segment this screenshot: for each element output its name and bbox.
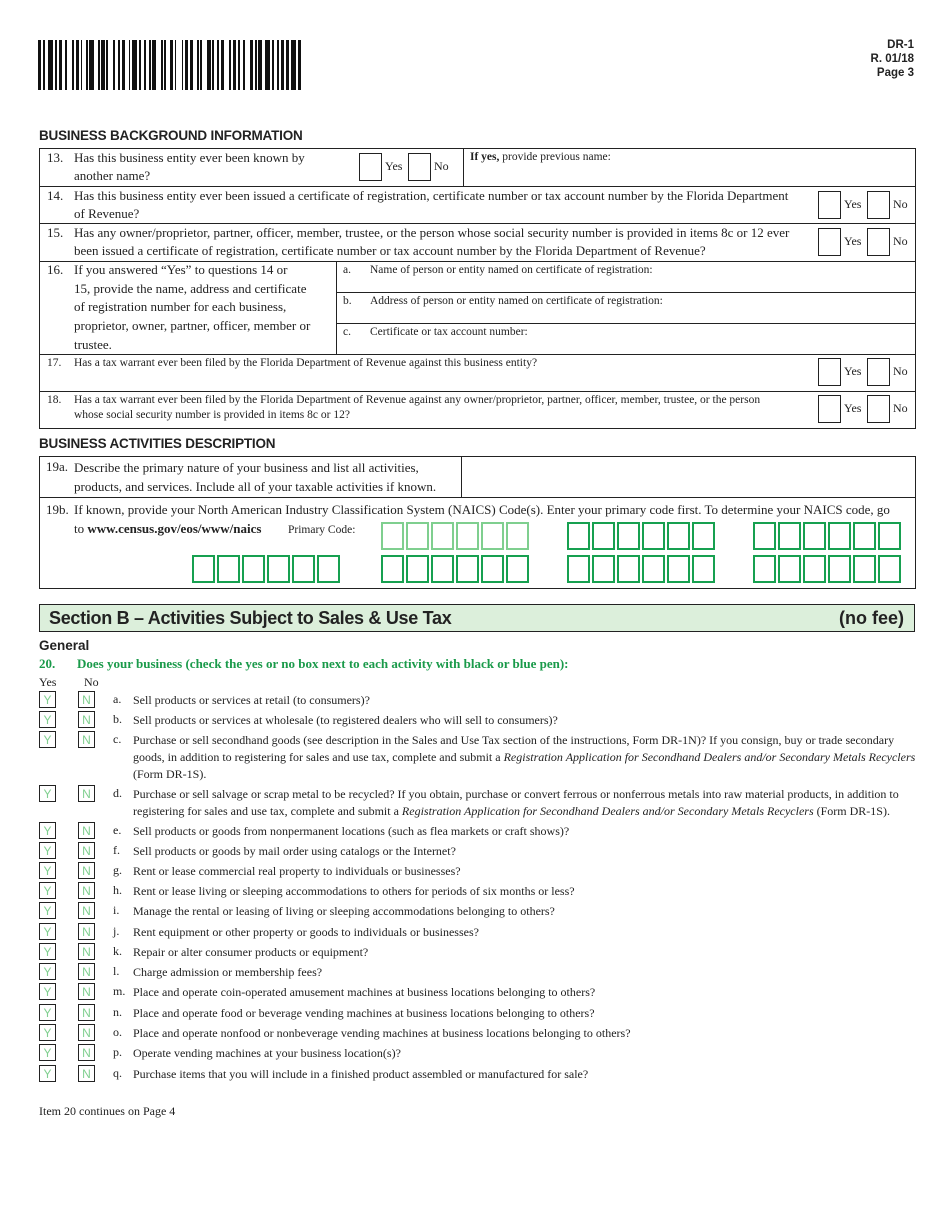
section-b-title: Section B – Activities Subject to Sales & Use Tax bbox=[49, 608, 452, 628]
naics-digit-box[interactable] bbox=[667, 555, 690, 583]
naics-digit-box[interactable] bbox=[803, 522, 826, 550]
item-letter: e. bbox=[113, 823, 122, 837]
naics-primary-digit-box[interactable] bbox=[481, 522, 504, 550]
item-letter: f. bbox=[113, 843, 120, 857]
naics-digit-box[interactable] bbox=[506, 555, 529, 583]
business-activities-title: BUSINESS ACTIVITIES DESCRIPTION bbox=[39, 436, 276, 451]
no-checkbox[interactable]: N bbox=[78, 983, 95, 1000]
yes-checkbox[interactable]: Y bbox=[39, 983, 56, 1000]
q18-no-checkbox[interactable] bbox=[867, 395, 890, 423]
item-text: Place and operate nonfood or nonbeverage vending machines at business locations belonging to others? bbox=[133, 1026, 631, 1040]
naics-digit-box[interactable] bbox=[828, 522, 851, 550]
naics-digit-box[interactable] bbox=[778, 555, 801, 583]
q16c-account-number-field[interactable]: c. Certificate or tax account number: bbox=[343, 326, 528, 338]
yes-checkbox[interactable]: Y bbox=[39, 923, 56, 940]
naics-digit-box[interactable] bbox=[617, 555, 640, 583]
q17-yes-checkbox[interactable] bbox=[818, 358, 841, 386]
naics-digit-box[interactable] bbox=[753, 522, 776, 550]
no-checkbox[interactable]: N bbox=[78, 882, 95, 899]
yes-checkbox[interactable]: Y bbox=[39, 1044, 56, 1061]
yes-checkbox[interactable]: Y bbox=[39, 882, 56, 899]
q13-previous-name-field[interactable]: If yes, provide previous name: bbox=[470, 151, 611, 163]
q16b-address-field[interactable]: b. Address of person or entity named on certificate of registration: bbox=[343, 295, 663, 307]
naics-digit-box[interactable] bbox=[381, 555, 404, 583]
business-background-title: BUSINESS BACKGROUND INFORMATION bbox=[39, 128, 303, 143]
naics-digit-box[interactable] bbox=[481, 555, 504, 583]
yes-checkbox[interactable]: Y bbox=[39, 731, 56, 748]
q15-yes-checkbox[interactable] bbox=[818, 228, 841, 256]
no-checkbox[interactable]: N bbox=[78, 785, 95, 802]
general-subtitle: General bbox=[39, 638, 90, 653]
item-letter: b. bbox=[113, 712, 122, 726]
no-checkbox[interactable]: N bbox=[78, 963, 95, 980]
naics-digit-box[interactable] bbox=[642, 555, 665, 583]
item-letter: i. bbox=[113, 903, 120, 917]
naics-digit-box[interactable] bbox=[567, 522, 590, 550]
naics-digit-box[interactable] bbox=[217, 555, 240, 583]
no-checkbox[interactable]: N bbox=[78, 1024, 95, 1041]
form-number: DR-1 bbox=[887, 39, 914, 51]
naics-digit-box[interactable] bbox=[567, 555, 590, 583]
item-text: Rent or lease living or sleeping accommodations to others for periods of six months or less? bbox=[133, 884, 575, 898]
item-letter: q. bbox=[113, 1066, 122, 1080]
yes-checkbox[interactable]: Y bbox=[39, 822, 56, 839]
item-text: Manage the rental or leasing of living or sleeping accommodations belonging to others? bbox=[133, 904, 555, 918]
naics-digit-box[interactable] bbox=[267, 555, 290, 583]
yes-checkbox[interactable]: Y bbox=[39, 862, 56, 879]
item-letter: a. bbox=[113, 692, 122, 706]
naics-digit-box[interactable] bbox=[667, 522, 690, 550]
form-revision: R. 01/18 bbox=[870, 53, 914, 65]
item-text: Sell products or services at wholesale (to registered dealers who will sell to consumers)? bbox=[133, 713, 558, 727]
q19a-description-field[interactable] bbox=[463, 458, 915, 496]
item-letter: k. bbox=[113, 944, 122, 958]
yes-checkbox[interactable]: Y bbox=[39, 785, 56, 802]
naics-digit-box[interactable] bbox=[456, 555, 479, 583]
item-text: Repair or alter consumer products or equipment? bbox=[133, 945, 369, 959]
no-checkbox[interactable]: N bbox=[78, 691, 95, 708]
q18-yes-checkbox[interactable] bbox=[818, 395, 841, 423]
item-text: Purchase or sell secondhand goods (see description in the Sales and Use Tax section of the instructions, Form DR-1N)? If you consign, buy or trade secondary goods, in addition to registering for sales and use tax, complete and submit a Registration Application for Secondhand Dealers and/or Secondary Metals Recyclers (Form DR-1S). bbox=[133, 733, 916, 781]
naics-digit-box[interactable] bbox=[642, 522, 665, 550]
naics-digit-box[interactable] bbox=[242, 555, 265, 583]
barcode bbox=[38, 40, 306, 90]
item-letter: d. bbox=[113, 786, 122, 800]
q17-no-checkbox[interactable] bbox=[867, 358, 890, 386]
item-text: Operate vending machines at your business location(s)? bbox=[133, 1046, 401, 1060]
q14-no-checkbox[interactable] bbox=[867, 191, 890, 219]
q15-no-checkbox[interactable] bbox=[867, 228, 890, 256]
naics-digit-box[interactable] bbox=[692, 555, 715, 583]
item-letter: p. bbox=[113, 1045, 122, 1059]
item-letter: h. bbox=[113, 883, 122, 897]
naics-primary-digit-box[interactable] bbox=[406, 522, 429, 550]
yes-checkbox[interactable]: Y bbox=[39, 842, 56, 859]
yes-checkbox[interactable]: Y bbox=[39, 711, 56, 728]
naics-digit-box[interactable] bbox=[853, 555, 876, 583]
yes-checkbox[interactable]: Y bbox=[39, 691, 56, 708]
item-letter: m. bbox=[113, 984, 126, 998]
item-text: Rent equipment or other property or goods to individuals or businesses? bbox=[133, 925, 479, 939]
item-text: Sell products or services at retail (to consumers)? bbox=[133, 693, 370, 707]
no-checkbox[interactable]: N bbox=[78, 943, 95, 960]
yes-checkbox[interactable]: Y bbox=[39, 963, 56, 980]
item-letter: n. bbox=[113, 1005, 122, 1019]
item-text: Sell products or goods from nonpermanent locations (such as flea markets or craft shows)? bbox=[133, 824, 570, 838]
item-text: Rent or lease commercial real property to individuals or businesses? bbox=[133, 864, 461, 878]
yes-checkbox[interactable]: Y bbox=[39, 902, 56, 919]
yes-checkbox[interactable]: Y bbox=[39, 943, 56, 960]
yes-column-header: Yes bbox=[39, 675, 57, 689]
no-checkbox[interactable]: N bbox=[78, 731, 95, 748]
q20-instruction: Does your business (check the yes or no box next to each activity with black or blue pen): bbox=[77, 656, 569, 671]
q16a-name-field[interactable]: a. Name of person or entity named on certificate of registration: bbox=[343, 264, 653, 276]
item-letter: g. bbox=[113, 863, 122, 877]
naics-digit-box[interactable] bbox=[692, 522, 715, 550]
naics-primary-digit-box[interactable] bbox=[456, 522, 479, 550]
naics-digit-box[interactable] bbox=[592, 522, 615, 550]
naics-digit-box[interactable] bbox=[292, 555, 315, 583]
continuation-note: Item 20 continues on Page 4 bbox=[39, 1104, 176, 1118]
item-text: Purchase or sell salvage or scrap metal to be recycled? If you obtain, purchase or convert ferrous or nonferrous metals into raw material products, in addition to registering for sales and use tax, complete and submit a Registration Application for Secondhand Dealers and/or Secondary Metals Recyclers (Form DR-1S). bbox=[133, 787, 899, 818]
naics-digit-box[interactable] bbox=[406, 555, 429, 583]
yes-checkbox[interactable]: Y bbox=[39, 1004, 56, 1021]
no-checkbox[interactable]: N bbox=[78, 862, 95, 879]
q20-number: 20. bbox=[39, 656, 56, 671]
naics-digit-box[interactable] bbox=[878, 522, 901, 550]
naics-digit-box[interactable] bbox=[617, 522, 640, 550]
no-checkbox[interactable]: N bbox=[78, 1044, 95, 1061]
item-letter: j. bbox=[113, 924, 120, 938]
no-checkbox[interactable]: N bbox=[78, 842, 95, 859]
naics-digit-box[interactable] bbox=[192, 555, 215, 583]
no-column-header: No bbox=[84, 675, 99, 689]
item-text: Place and operate coin-operated amusement machines at business locations belonging to others? bbox=[133, 985, 596, 999]
naics-digit-box[interactable] bbox=[778, 522, 801, 550]
naics-digit-box[interactable] bbox=[753, 555, 776, 583]
q14-yes-checkbox[interactable] bbox=[818, 191, 841, 219]
naics-primary-digit-box[interactable] bbox=[431, 522, 454, 550]
yes-checkbox[interactable]: Y bbox=[39, 1024, 56, 1041]
naics-digit-box[interactable] bbox=[317, 555, 340, 583]
section-b-header bbox=[39, 604, 915, 632]
item-text: Place and operate food or beverage vending machines at business locations belonging to others? bbox=[133, 1006, 595, 1020]
item-text: Sell products or goods by mail order using catalogs or the Internet? bbox=[133, 844, 456, 858]
no-checkbox[interactable]: N bbox=[78, 822, 95, 839]
naics-digit-box[interactable] bbox=[431, 555, 454, 583]
naics-digit-box[interactable] bbox=[592, 555, 615, 583]
q13-yes-checkbox[interactable] bbox=[359, 153, 382, 181]
naics-primary-digit-box[interactable] bbox=[506, 522, 529, 550]
no-checkbox[interactable]: N bbox=[78, 1004, 95, 1021]
yes-checkbox[interactable]: Y bbox=[39, 1065, 56, 1082]
naics-digit-box[interactable] bbox=[803, 555, 826, 583]
form-identifier bbox=[871, 38, 914, 80]
item-text: Charge admission or membership fees? bbox=[133, 965, 323, 979]
naics-digit-box[interactable] bbox=[853, 522, 876, 550]
q13-no-checkbox[interactable] bbox=[408, 153, 431, 181]
item-letter: c. bbox=[113, 732, 122, 746]
no-checkbox[interactable]: N bbox=[78, 1065, 95, 1082]
no-checkbox[interactable]: N bbox=[78, 711, 95, 728]
no-checkbox[interactable]: N bbox=[78, 902, 95, 919]
item-text: Purchase items that you will include in a finished product assembled or manufactured for sale? bbox=[133, 1067, 589, 1081]
naics-primary-digit-box[interactable] bbox=[381, 522, 404, 550]
naics-link[interactable]: www.census.gov/eos/www/naics bbox=[87, 521, 262, 536]
section-b-fee: (no fee) bbox=[839, 608, 904, 628]
naics-digit-box[interactable] bbox=[828, 555, 851, 583]
item-letter: l. bbox=[113, 964, 120, 978]
no-checkbox[interactable]: N bbox=[78, 923, 95, 940]
item-letter: o. bbox=[113, 1025, 122, 1039]
naics-digit-box[interactable] bbox=[878, 555, 901, 583]
page-number: Page 3 bbox=[876, 67, 914, 79]
